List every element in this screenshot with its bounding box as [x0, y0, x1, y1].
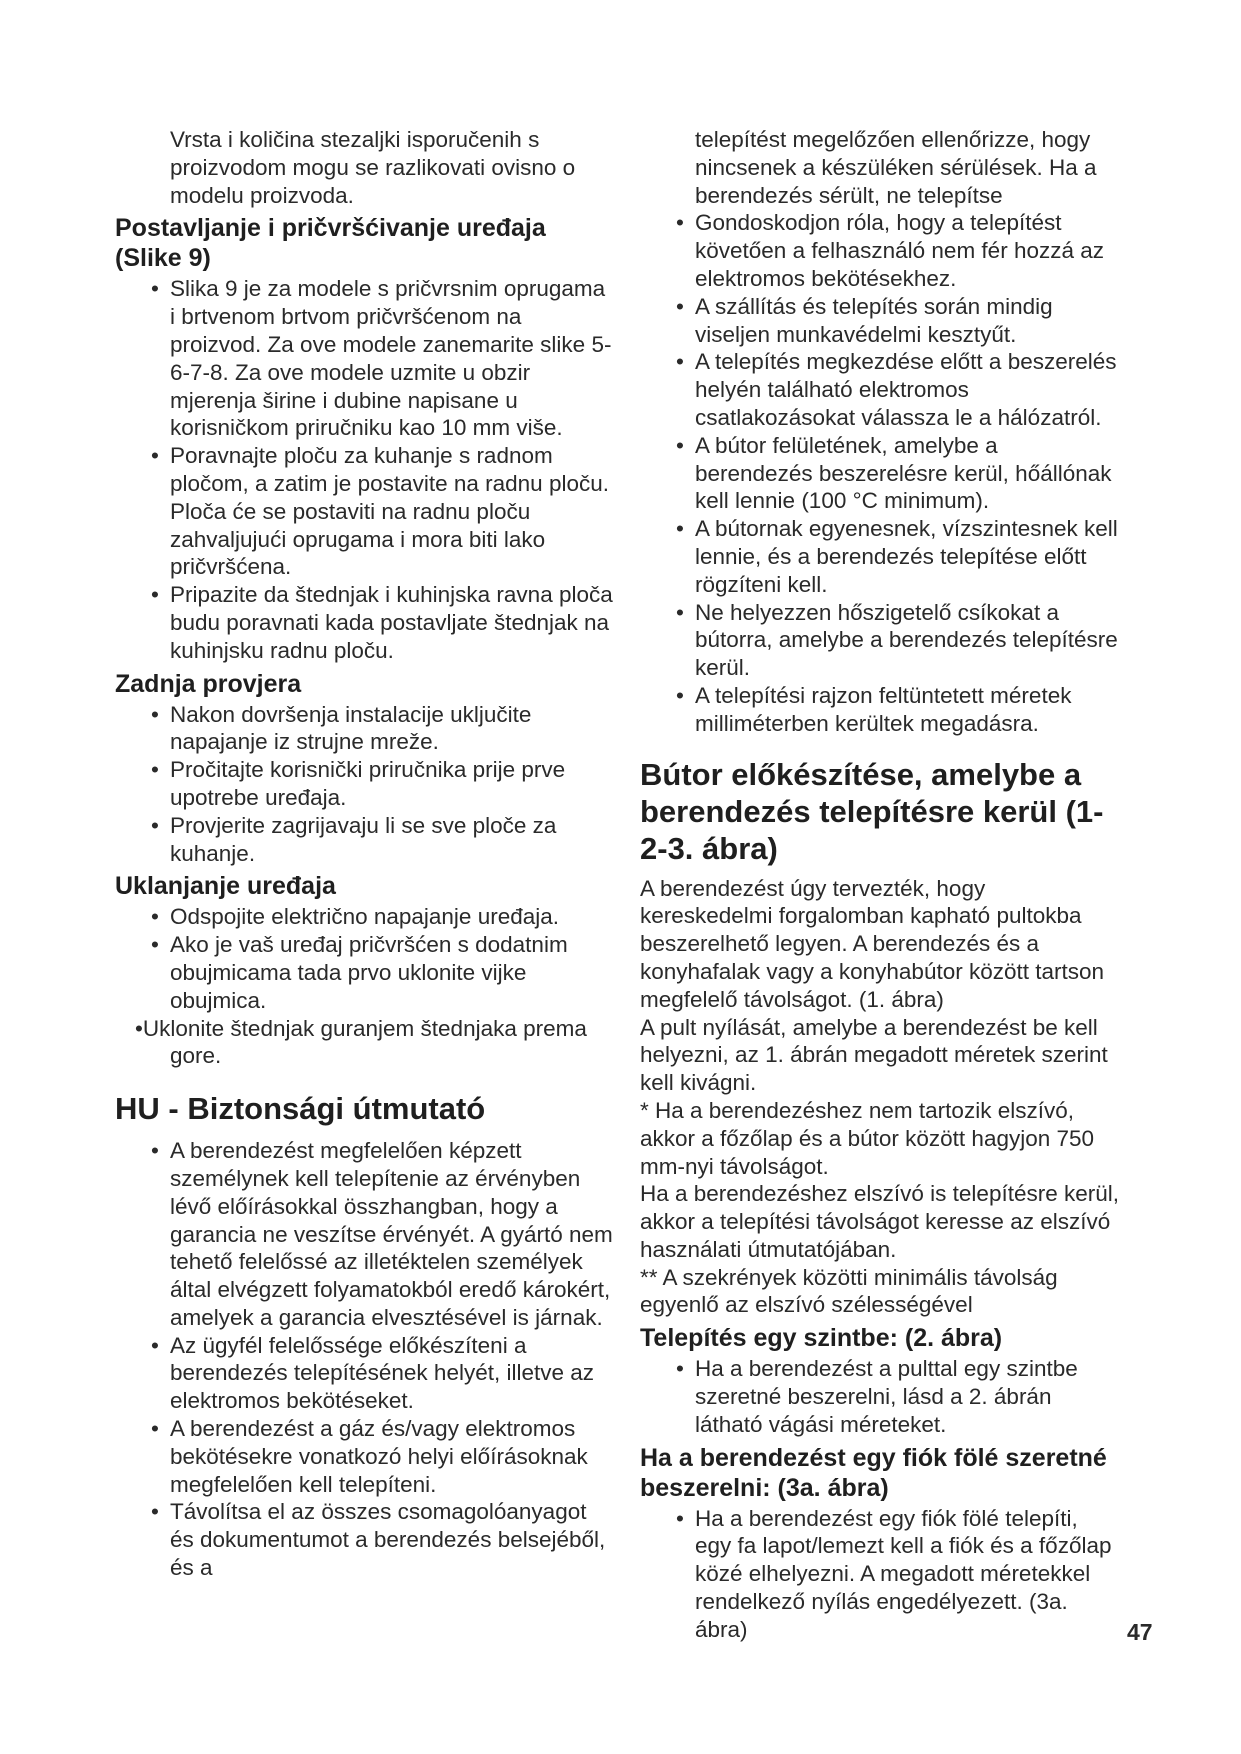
clamp-note: Vrsta i količina stezaljki isporučenih s proizvodom mogu se razlikovati ovisno o modelu proizvoda. — [170, 127, 576, 208]
list-item: • Nakon dovršenja instalacije uključite napajanje iz strujne mreže. — [115, 701, 615, 757]
heading-zadnja-provjera: Zadnja provjera — [115, 669, 302, 698]
list-item: • Ha a berendezést a pulttal egy szintbe szeretné beszerelni, lásd a 2. ábrán látható vágási méreteket. — [640, 1355, 1120, 1438]
list-item: • Pročitajte korisnički priručnika prije prve upotrebe uređaja. — [115, 756, 615, 812]
list-item: • Távolítsa el az összes csomagolóanyagot és dokumentumot a berendezés belsejéből, és a — [115, 1498, 615, 1581]
uklanjanje-list — [115, 903, 615, 1070]
list-item: • Ne helyezzen hőszigetelő csíkokat a bútorra, amelybe a berendezés telepítésre kerül. — [640, 599, 1120, 682]
page-number: 47 — [1127, 1619, 1153, 1645]
list-item: • A bútornak egyenesnek, vízszintesnek kell lennie, és a berendezés telepítése előtt rögzíteni kell. — [640, 515, 1120, 598]
paragraph: ** A szekrények közötti minimális távolság egyenlő az elszívó szélességével — [640, 1264, 1058, 1318]
postavljanje-list — [115, 275, 615, 664]
heading-fiok: Ha a berendezést egy fiók fölé szeretné beszerelni: (3a. ábra) — [640, 1443, 1107, 1502]
list-item: • Pripazite da štednjak i kuhinjska ravna ploča budu poravnati kada postavljate štednjak na kuhinjsku radnu ploču. — [115, 581, 615, 664]
heading-uklanjanje: Uklanjanje uređaja — [115, 872, 336, 901]
list-item: • Odspojite električno napajanje uređaja. — [115, 903, 615, 931]
heading-butor: Bútor előkészítése, amelybe a berendezés telepítésre kerül (1-2-3. ábra) — [640, 756, 1104, 866]
hu-safety-list — [115, 1137, 615, 1582]
szint-list — [640, 1355, 1120, 1438]
left-column — [115, 126, 615, 1582]
list-item: • Az ügyfél felelőssége előkészíteni a berendezés telepítésének helyét, illetve az elektromos bekötéseket. — [115, 1332, 615, 1415]
fiok-list — [640, 1505, 1120, 1644]
heading-hu-safety: HU - Biztonsági útmutató — [115, 1091, 486, 1127]
right-column — [640, 126, 1120, 1644]
paragraph: A pult nyílását, amelybe a berendezést be kell helyezni, az 1. ábrán megadott méretek szerint kell kivágni. — [640, 1014, 1108, 1096]
list-item: • A bútor felületének, amelybe a berendezés beszerelésre kerül, hőállónak kell lennie (100 °C minimum). — [640, 432, 1120, 515]
list-item: • Ha a berendezést egy fiók fölé telepíti, egy fa lapot/lemezt kell a fiók és a főzőlap közé elhelyezni. A megadott méretekkel rendelkező nyílás engedélyezett. (3a. ábra) — [640, 1505, 1120, 1644]
list-item: • Ako je vaš uređaj pričvršćen s dodatnim obujmicama tada prvo uklonite vijke obujmica. — [115, 931, 615, 1014]
list-item: • A telepítés megkezdése előtt a beszerelés helyén található elektromos csatlakozásokat válassza le a hálózatról. — [640, 348, 1120, 431]
paragraph: A berendezést úgy tervezték, hogy kereskedelmi forgalomban kapható pultokba beszerelhető legyen. A berendezés és a konyhafalak vagy a konyhabútor között tartson megfelelő távolságot. (1. ábra) — [640, 875, 1105, 1012]
list-item: • Poravnajte ploču za kuhanje s radnom pločom, a zatim je postavite na radnu ploču. Ploča će se postaviti na radnu ploču zahvaljujući oprugama i mora biti lako pričvršćena. — [115, 442, 615, 581]
heading-szint: Telepítés egy szintbe: (2. ábra) — [640, 1324, 1003, 1353]
list-item: • Slika 9 je za modele s pričvrsnim oprugama i brtvenom brtvom pričvršćenom na proizvod. Za ove modele zanemarite slike 5-6-7-8. Za ove modele uzmite u obzir mjerenja širine i dubine napisane u korisničkom priručniku kao 10 mm više. — [115, 275, 615, 442]
list-item: • A berendezést megfelelően képzett személynek kell telepítenie az érvényben lévő előírásokkal összhangban, hogy a garancia ne veszítse érvényét. A gyártó nem tehető felelőssé az illetéktelen személyek által elvégzett folyamatokból eredő károkért, amelyek a garancia elvesztésével is járnak. — [115, 1137, 615, 1332]
continued-text: telepítést megelőzően ellenőrizze, hogy nincsenek a készüléken sérülések. Ha a berendezés sérült, ne telepítse — [695, 127, 1097, 208]
list-item: • Gondoskodjon róla, hogy a telepítést követően a felhasználó nem fér hozzá az elektromos bekötésekhez. — [640, 209, 1120, 292]
paragraph: Ha a berendezéshez elszívó is telepítésre kerül, akkor a telepítési távolságot keresse az elszívó használati útmutatójában. — [640, 1181, 1120, 1262]
safety-list-continued — [640, 209, 1120, 737]
list-item: • Uklonite štednjak guranjem štednjaka prema gore. — [115, 1015, 615, 1071]
paragraph: * Ha a berendezéshez nem tartozik elszívó, akkor a főzőlap és a bútor között hagyjon 750 mm-nyi távolságot. — [640, 1097, 1095, 1179]
list-item: • Provjerite zagrijavaju li se sve ploče za kuhanje. — [115, 812, 615, 868]
list-item: • A szállítás és telepítés során mindig viseljen munkavédelmi kesztyűt. — [640, 293, 1120, 349]
list-item: • A berendezést a gáz és/vagy elektromos bekötésekre vonatkozó helyi előírásoknak megfelelően kell telepíteni. — [115, 1415, 615, 1498]
list-item: • A telepítési rajzon feltüntetett méretek milliméterben kerültek megadásra. — [640, 682, 1120, 738]
zadnja-list — [115, 701, 615, 868]
heading-postavljanje: Postavljanje i pričvršćivanje uređaja (Slike 9) — [115, 214, 546, 273]
